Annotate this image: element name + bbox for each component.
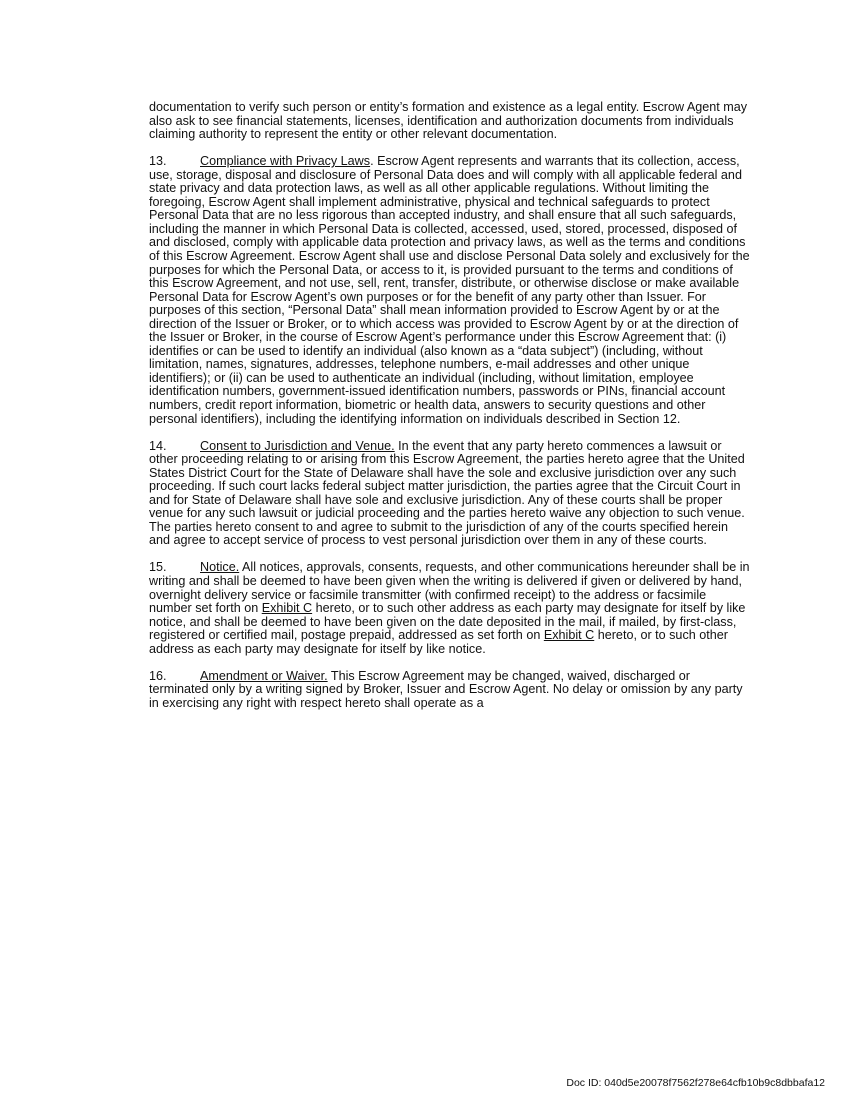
section-body-part: All notices, approvals, consents, requests, and other communications hereunder shall be in writing and shall be deemed to have been given when the writing is delivered if given or delivered by hand, overnight delivery service or facsimile transmitter (with confirmed receipt) to the address or facsimile number set forth on (149, 560, 750, 616)
section-number: 13. (149, 154, 167, 169)
section-number: 16. (149, 668, 167, 683)
section-body: In the event that any party hereto commences a lawsuit or other proceeding relating to or arising from this Escrow Agreement, the parties hereto agree that the United States District Court for the State of Delaware shall have the sole and exclusive jurisdiction over any such proceeding. If such court lacks federal subject matter jurisdiction, the parties agree that the Circuit Court in and for State of Delaware shall have sole and exclusive jurisdiction. Any of these courts shall be proper venue for any such lawsuit or judicial proceeding and the parties hereto waive any objection to such venue. The parties hereto consent to and agree to submit to the jurisdiction of any of the courts specified herein and agree to accept service of process to vest personal jurisdiction over them in any of these courts. (149, 438, 745, 548)
doc-id-footer: Doc ID: 040d5e20078f7562f278e64cfb10b9c8dbbafa12 (566, 1077, 825, 1089)
section-number: 15. (149, 560, 167, 575)
section-body-part: hereto, or to such other address as each party may designate for itself by like notice, and shall be deemed to have been given on the date deposited in the mail, if mailed, by first-class, registered or certified mail, postage prepaid, addressed as set forth on (149, 601, 746, 643)
section-heading: Notice. (200, 560, 240, 575)
section-heading: Consent to Jurisdiction and Venue. (200, 438, 395, 453)
section-number: 14. (149, 438, 167, 453)
section-body-part: hereto, or to such other address as each party may designate for itself by like notice. (149, 628, 728, 656)
section-body: Escrow Agent represents and warrants that its collection, access, use, storage, disposal and disclosure of Personal Data does and will comply with all applicable federal and state privacy and data protection laws, as well as all other applicable regulations. Without limiting the foregoing, Escrow Agent shall implement administrative, physical and technical safeguards to protect Personal Data that are no less rigorous than accepted industry, and shall ensure that all such safeguards, including the manner in which Personal Data is collected, accessed, used, stored, processed, disposed of and disclosed, comply with applicable data protection and privacy laws, as well as the terms and conditions of this Escrow Agreement. Escrow Agent shall use and disclose Personal Data solely and exclusively for the purposes for which the Personal Data, or access to it, is provided pursuant to the terms and conditions of this Escrow Agreement, and not use, sell, rent, transfer, distribute, or otherwise disclose or make available Personal Data for Escrow Agent’s own purposes or for the benefit of any party other than Issuer. For purposes of this section, “Personal Data” shall mean information provided to Escrow Agent by or at the direction of the Issuer or Broker, or to which access was provided to Escrow Agent by or at the direction of the Issuer or Broker, in the course of Escrow Agent’s performance under this Escrow Agreement that: (i) identifies or can be used to identify an individual (also known as a “data subject”) (including, without limitation, names, signatures, addresses, telephone numbers, e-mail addresses and other unique identifiers); or (ii) can be used to authenticate an individual (including, without limitation, employee identification numbers, government-issued identification numbers, passwords or PINs, financial account numbers, credit report information, biometric or health data, answers to security questions and other personal identifiers), including the identifying information on individuals described in Section 12. (149, 154, 750, 426)
section-14 (149, 440, 751, 548)
intro-paragraph: documentation to verify such person or entity’s formation and existence as a legal entity. Escrow Agent may also ask to see financial statements, licenses, identification and authorization documents from individuals claiming authority to represent the entity or other relevant documentation. (149, 100, 748, 142)
exhibit-c-link: Exhibit C (261, 601, 313, 616)
section-heading: Amendment or Waiver. (200, 668, 328, 683)
section-13 (149, 155, 751, 426)
document-page (149, 101, 751, 724)
section-16 (149, 670, 751, 711)
section-heading: Compliance with Privacy Laws (200, 154, 371, 169)
exhibit-c-link: Exhibit C (543, 628, 595, 643)
section-15 (149, 561, 751, 656)
section-body: This Escrow Agreement may be changed, waived, discharged or terminated only by a writing signed by Broker, Issuer and Escrow Agent. No delay or omission by any party in exercising any right with respect hereto shall operate as a (149, 668, 743, 710)
section-heading-suffix: . (370, 154, 374, 169)
